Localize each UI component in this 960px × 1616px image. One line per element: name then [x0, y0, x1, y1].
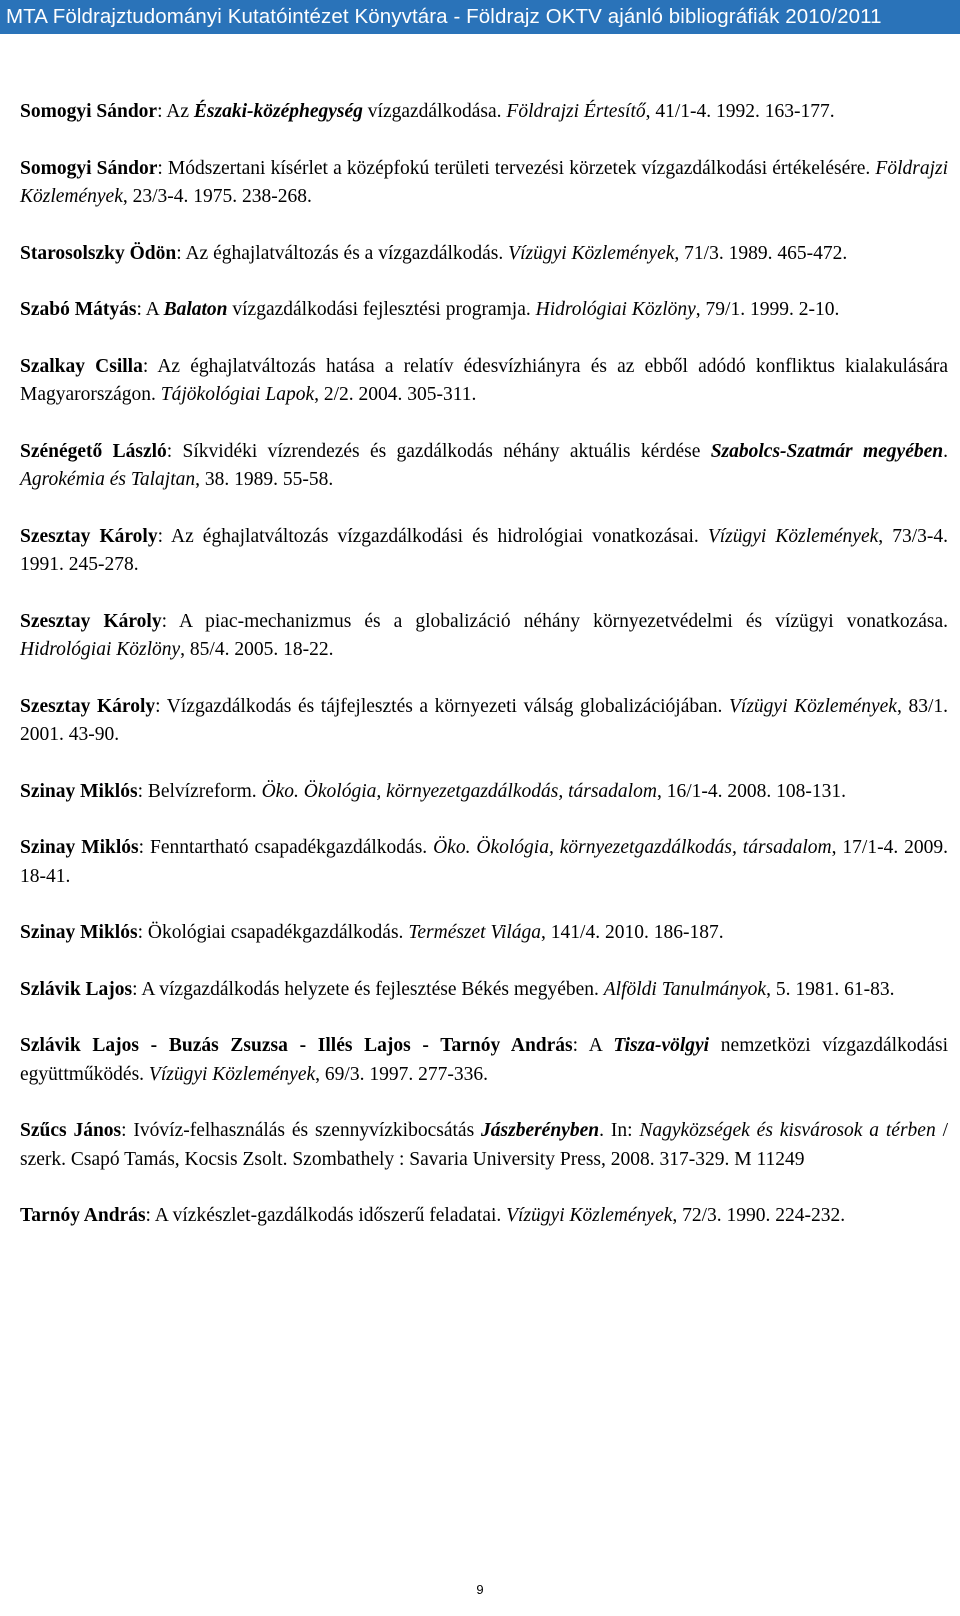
bibliography-entry	[20, 296, 948, 325]
entry-author: Szabó Mátyás	[20, 299, 137, 320]
entry-text: : Ökológiai csapadékgazdálkodás.	[137, 922, 409, 943]
bibliography-entry	[20, 778, 948, 807]
bibliography-entry	[20, 919, 948, 948]
entry-text: : Vízgazdálkodás és tájfejlesztés a környezeti válság globalizációjában.	[155, 695, 729, 717]
bibliography-entry	[20, 438, 948, 495]
entry-text: : Az éghajlatváltozás vízgazdálkodási és hidrológiai vonatkozásai.	[157, 525, 708, 547]
entry-source: Vízügyi Közlemények	[729, 695, 897, 717]
entry-text: , 38. 1989. 55-58.	[195, 469, 334, 490]
entry-source: Tájökológiai Lapok	[160, 384, 315, 405]
entry-text: , 73/3-4. 1991. 245-278.	[20, 525, 948, 575]
entry-source: Vízügyi Közlemények	[707, 525, 879, 547]
entry-text: nemzetközi vízgazdálkodási együttműködés.	[20, 1035, 948, 1085]
entry-text: : Belvízreform.	[137, 780, 262, 802]
entry-text: , 72/3. 1990. 224-232.	[672, 1205, 846, 1226]
bibliography-entry	[20, 693, 948, 750]
entry-source: Öko. Ökológia, környezetgazdálkodás, társadalom	[433, 837, 832, 858]
entry-author: Somogyi Sándor	[20, 157, 158, 179]
entry-text: , 69/3. 1997. 277-336.	[315, 1063, 488, 1085]
entry-text: , 2/2. 2004. 305-311.	[314, 384, 477, 405]
entry-text: , 17/1-4. 2009. 18-41.	[20, 837, 949, 887]
entry-source: Agrokémia és Talajtan	[20, 469, 196, 490]
entry-text: : A	[136, 299, 164, 320]
entry-author: Szesztay Károly	[20, 525, 158, 547]
header-title: MTA Földrajztudományi Kutatóintézet Könyvtára - Földrajz OKTV ajánló bibliográfiák 2010/2011	[6, 5, 882, 28]
entry-author: Szénégető László	[20, 440, 167, 462]
entry-text: , 85/4. 2005. 18-22.	[180, 639, 334, 660]
entry-author: Szalkay Csilla	[20, 355, 143, 377]
entry-author: Szlávik Lajos - Buzás Zsuzsa - Illés Lajos - Tarnóy András	[20, 1035, 573, 1056]
entry-text: vízgazdálkodási fejlesztési programja.	[227, 299, 536, 320]
entry-author: Szesztay Károly	[20, 610, 162, 632]
bibliography-entry	[20, 240, 948, 269]
entry-author: Szinay Miklós	[20, 922, 138, 943]
entry-text: : A vízgazdálkodás helyzete és fejlesztése Békés megyében.	[132, 978, 604, 1000]
entry-source: Földrajzi Értesítő	[506, 101, 646, 122]
entry-source: Vízügyi Közlemények	[148, 1063, 316, 1085]
bibliography-entry	[20, 1202, 948, 1231]
entry-author: Szinay Miklós	[20, 837, 139, 858]
bibliography-entry	[20, 1032, 948, 1089]
entry-text: : Síkvidéki vízrendezés és gazdálkodás néhány aktuális kérdése	[166, 440, 711, 462]
entry-text: : Az	[157, 101, 194, 122]
bibliography-entry	[20, 155, 948, 212]
bibliography-list	[20, 98, 948, 1259]
bibliography-entry	[20, 523, 948, 580]
entry-text: , 5. 1981. 61-83.	[766, 978, 895, 1000]
entry-author: Szesztay Károly	[20, 695, 156, 717]
entry-text: , 16/1-4. 2008. 108-131.	[656, 780, 846, 802]
entry-text: , 71/3. 1989. 465-472.	[674, 242, 848, 264]
entry-emphasis: Északi-középhegység	[193, 101, 363, 122]
entry-source: Alföldi Tanulmányok	[603, 978, 767, 1000]
entry-source: Földrajzi Közlemények	[20, 157, 948, 207]
entry-source: Vízügyi Közlemények	[506, 1205, 673, 1226]
entry-text: , 79/1. 1999. 2-10.	[695, 299, 840, 320]
entry-text: : Ivóvíz-felhasználás és szennyvízkibocsátás	[121, 1120, 482, 1141]
header-bar	[0, 0, 960, 34]
entry-text: : Módszertani kísérlet a középfokú területi tervezési körzetek vízgazdálkodási értékelésére.	[157, 157, 876, 179]
entry-source: Természet Világa	[408, 922, 542, 943]
entry-text: : A piac-mechanizmus és a globalizáció néhány környezetvédelmi és vízügyi vonatkozása.	[161, 610, 948, 632]
entry-text: , 141/4. 2010. 186-187.	[541, 922, 724, 943]
entry-text: . In:	[599, 1120, 640, 1141]
entry-text: , 23/3-4. 1975. 238-268.	[122, 186, 312, 207]
entry-emphasis: Szabolcs-Szatmár megyében	[710, 440, 944, 462]
entry-emphasis: Tisza-völgyi	[613, 1035, 710, 1056]
entry-source: Hidrológiai Közlöny	[535, 299, 696, 320]
entry-emphasis: Balaton	[163, 299, 228, 320]
bibliography-entry	[20, 976, 948, 1005]
entry-author: Szűcs János	[20, 1120, 122, 1141]
bibliography-entry	[20, 1117, 948, 1174]
entry-text: : Az éghajlatváltozás hatása a relatív édesvízhiányra és az ebből adódó konfliktus kialakulására Magyarországon.	[20, 355, 948, 405]
page-number: 9	[476, 1582, 484, 1597]
entry-emphasis: Jászberényben	[481, 1120, 600, 1141]
bibliography-entry	[20, 98, 948, 127]
entry-author: Tarnóy András	[20, 1205, 146, 1226]
entry-text: .	[943, 440, 948, 462]
entry-text: , 41/1-4. 1992. 163-177.	[645, 101, 835, 122]
entry-text: , 83/1. 2001. 43-90.	[20, 695, 948, 745]
entry-source: Öko. Ökológia, környezetgazdálkodás, társadalom	[261, 780, 657, 802]
entry-text: vízgazdálkodása.	[362, 101, 507, 122]
bibliography-entry	[20, 353, 948, 410]
entry-text: : Fenntartható csapadékgazdálkodás.	[138, 837, 434, 858]
entry-source: Nagyközségek és kisvárosok a térben	[639, 1120, 936, 1141]
entry-source: Hidrológiai Közlöny	[20, 639, 181, 660]
entry-author: Szlávik Lajos	[20, 978, 133, 1000]
entry-text: : A	[572, 1035, 614, 1056]
entry-author: Somogyi Sándor	[20, 101, 158, 122]
entry-text: : Az éghajlatváltozás és a vízgazdálkodás.	[176, 242, 509, 264]
entry-author: Starosolszky Ödön	[20, 242, 177, 264]
entry-source: Vízügyi Közlemények	[508, 242, 675, 264]
entry-text: / szerk. Csapó Tamás, Kocsis Zsolt. Szombathely : Savaria University Press, 2008. 317-329. M 11249	[20, 1120, 948, 1170]
entry-author: Szinay Miklós	[20, 780, 138, 802]
entry-text: : A vízkészlet-gazdálkodás időszerű feladatai.	[145, 1205, 507, 1226]
bibliography-entry	[20, 608, 948, 665]
bibliography-entry	[20, 834, 948, 891]
